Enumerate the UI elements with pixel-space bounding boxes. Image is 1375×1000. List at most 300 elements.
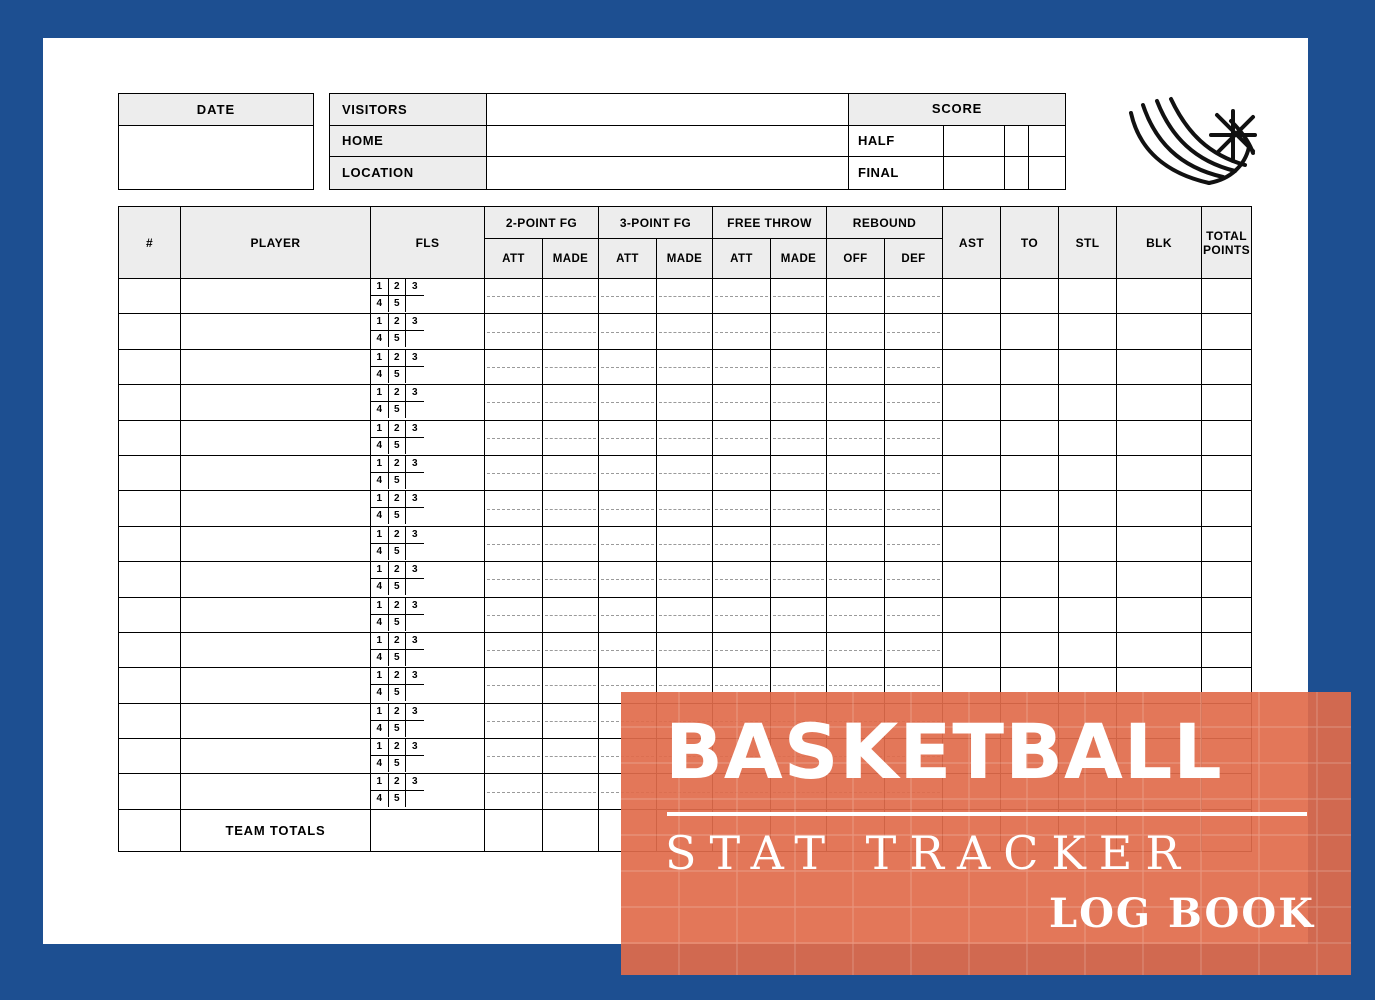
cell-3pt-made[interactable]	[657, 455, 713, 490]
cell-ft-att[interactable]	[713, 349, 771, 384]
foul-marker[interactable]: 4	[371, 579, 389, 595]
cell-3pt-att[interactable]	[599, 279, 657, 314]
cell-to[interactable]	[1001, 385, 1059, 420]
cell-reb-off[interactable]	[827, 455, 885, 490]
foul-blank[interactable]	[424, 527, 485, 544]
cell-fouls[interactable]	[371, 385, 485, 420]
cell-player[interactable]	[181, 774, 371, 809]
foul-blank[interactable]	[424, 704, 485, 721]
foul-marker[interactable]: 4	[371, 791, 389, 807]
cell-reb-def[interactable]	[885, 632, 943, 667]
cell-fouls[interactable]	[371, 632, 485, 667]
cell-2pt-made[interactable]	[543, 385, 599, 420]
cell-number[interactable]	[119, 703, 181, 738]
cell-reb-def[interactable]	[885, 455, 943, 490]
foul-marker[interactable]: 3	[406, 562, 424, 579]
cell-2pt-made[interactable]	[543, 774, 599, 809]
cell-3pt-att[interactable]	[599, 455, 657, 490]
final-visitors-field[interactable]	[944, 157, 1005, 189]
cell-blk[interactable]	[1117, 385, 1202, 420]
foul-blank[interactable]	[424, 438, 485, 454]
cell-stl[interactable]	[1059, 562, 1117, 597]
cell-3pt-made[interactable]	[657, 420, 713, 455]
cell-stl[interactable]	[1059, 597, 1117, 632]
cell-2pt-made[interactable]	[543, 491, 599, 526]
cell-ft-made[interactable]	[771, 455, 827, 490]
cell-2pt-att[interactable]	[485, 562, 543, 597]
foul-marker[interactable]: 2	[389, 421, 407, 438]
cell-reb-def[interactable]	[885, 349, 943, 384]
foul-marker[interactable]: 2	[389, 704, 407, 721]
cell-2pt-att[interactable]	[485, 703, 543, 738]
cell-fouls[interactable]	[371, 562, 485, 597]
cell-player[interactable]	[181, 349, 371, 384]
cell-2pt-made[interactable]	[543, 562, 599, 597]
cell-player[interactable]	[181, 455, 371, 490]
cell-stl[interactable]	[1059, 314, 1117, 349]
cell-number[interactable]	[119, 455, 181, 490]
cell-reb-def[interactable]	[885, 491, 943, 526]
foul-marker[interactable]: 2	[389, 279, 407, 296]
cell-reb-off[interactable]	[827, 632, 885, 667]
cell-ast[interactable]	[943, 279, 1001, 314]
cell-3pt-att[interactable]	[599, 632, 657, 667]
cell-3pt-made[interactable]	[657, 314, 713, 349]
cell-ft-att[interactable]	[713, 491, 771, 526]
cell-2pt-made[interactable]	[543, 668, 599, 703]
cell-2pt-att[interactable]	[485, 279, 543, 314]
foul-blank[interactable]	[424, 385, 485, 402]
cell-total-points[interactable]	[1202, 279, 1252, 314]
foul-marker[interactable]: 5	[389, 473, 407, 489]
cell-player[interactable]	[181, 562, 371, 597]
foul-marker[interactable]: 5	[389, 296, 407, 312]
cell-number[interactable]	[119, 632, 181, 667]
foul-marker-empty[interactable]	[406, 402, 424, 418]
cell-2pt-att[interactable]	[485, 668, 543, 703]
foul-marker[interactable]: 3	[406, 704, 424, 721]
cell-player[interactable]	[181, 314, 371, 349]
foul-marker-empty[interactable]	[406, 685, 424, 701]
cell-ft-att[interactable]	[713, 455, 771, 490]
cell-fouls[interactable]	[371, 774, 485, 809]
cell-2pt-made[interactable]	[543, 526, 599, 561]
cell-stl[interactable]	[1059, 526, 1117, 561]
foul-marker[interactable]: 3	[406, 456, 424, 473]
cell-to[interactable]	[1001, 314, 1059, 349]
foul-blank[interactable]	[424, 615, 485, 631]
foul-marker-empty[interactable]	[406, 579, 424, 595]
cell-3pt-att[interactable]	[599, 491, 657, 526]
cell-ft-made[interactable]	[771, 385, 827, 420]
cell-2pt-made[interactable]	[543, 420, 599, 455]
foul-marker[interactable]: 1	[371, 598, 389, 615]
foul-marker-empty[interactable]	[406, 756, 424, 772]
cell-total-points[interactable]	[1202, 385, 1252, 420]
cell-total-points[interactable]	[1202, 314, 1252, 349]
foul-marker[interactable]: 4	[371, 402, 389, 418]
foul-marker[interactable]: 1	[371, 385, 389, 402]
foul-marker[interactable]: 3	[406, 279, 424, 296]
cell-fouls[interactable]	[371, 279, 485, 314]
cell-reb-def[interactable]	[885, 526, 943, 561]
cell-3pt-made[interactable]	[657, 597, 713, 632]
foul-blank[interactable]	[424, 473, 485, 489]
foul-blank[interactable]	[424, 774, 485, 791]
foul-marker[interactable]: 1	[371, 739, 389, 756]
cell-number[interactable]	[119, 420, 181, 455]
foul-blank[interactable]	[424, 367, 485, 383]
cell-2pt-att[interactable]	[485, 455, 543, 490]
foul-blank[interactable]	[424, 633, 485, 650]
foul-marker-empty[interactable]	[406, 331, 424, 347]
foul-marker[interactable]: 2	[389, 633, 407, 650]
foul-marker[interactable]: 3	[406, 385, 424, 402]
cell-total-points[interactable]	[1202, 420, 1252, 455]
cell-to[interactable]	[1001, 349, 1059, 384]
cell-stl[interactable]	[1059, 279, 1117, 314]
foul-marker[interactable]: 3	[406, 633, 424, 650]
foul-marker[interactable]: 1	[371, 774, 389, 791]
cell-reb-off[interactable]	[827, 562, 885, 597]
cell-2pt-att[interactable]	[485, 420, 543, 455]
foul-marker-empty[interactable]	[406, 473, 424, 489]
foul-blank[interactable]	[424, 739, 485, 756]
foul-marker[interactable]: 1	[371, 456, 389, 473]
cell-fouls[interactable]	[371, 703, 485, 738]
cell-2pt-made[interactable]	[543, 597, 599, 632]
cell-3pt-made[interactable]	[657, 491, 713, 526]
cell-stl[interactable]	[1059, 349, 1117, 384]
cell-reb-def[interactable]	[885, 385, 943, 420]
cell-ast[interactable]	[943, 420, 1001, 455]
cell-ft-att[interactable]	[713, 314, 771, 349]
cell-reb-off[interactable]	[827, 385, 885, 420]
cell-player[interactable]	[181, 420, 371, 455]
cell-total-points[interactable]	[1202, 562, 1252, 597]
foul-marker[interactable]: 1	[371, 704, 389, 721]
cell-reb-off[interactable]	[827, 491, 885, 526]
cell-number[interactable]	[119, 774, 181, 809]
cell-ft-made[interactable]	[771, 562, 827, 597]
cell-ft-made[interactable]	[771, 526, 827, 561]
cell-number[interactable]	[119, 314, 181, 349]
cell-reb-off[interactable]	[827, 279, 885, 314]
cell-ft-made[interactable]	[771, 632, 827, 667]
cell-player[interactable]	[181, 739, 371, 774]
cell-2pt-att[interactable]	[485, 739, 543, 774]
cell-stl[interactable]	[1059, 632, 1117, 667]
foul-marker-empty[interactable]	[406, 508, 424, 524]
foul-blank[interactable]	[424, 350, 485, 367]
cell-number[interactable]	[119, 668, 181, 703]
foul-marker[interactable]: 3	[406, 350, 424, 367]
foul-marker[interactable]: 1	[371, 562, 389, 579]
cell-2pt-made[interactable]	[543, 739, 599, 774]
foul-marker[interactable]: 1	[371, 668, 389, 685]
cell-number[interactable]	[119, 597, 181, 632]
foul-marker[interactable]: 1	[371, 350, 389, 367]
foul-marker[interactable]: 2	[389, 350, 407, 367]
foul-marker[interactable]: 3	[406, 598, 424, 615]
cell-blk[interactable]	[1117, 420, 1202, 455]
cell-player[interactable]	[181, 703, 371, 738]
cell-ft-made[interactable]	[771, 279, 827, 314]
cell-ft-made[interactable]	[771, 420, 827, 455]
cell-number[interactable]	[119, 526, 181, 561]
foul-marker[interactable]: 4	[371, 296, 389, 312]
cell-to[interactable]	[1001, 420, 1059, 455]
foul-marker[interactable]: 5	[389, 331, 407, 347]
cell-stl[interactable]	[1059, 455, 1117, 490]
foul-marker[interactable]: 4	[371, 721, 389, 737]
cell-ft-att[interactable]	[713, 597, 771, 632]
foul-blank[interactable]	[424, 756, 485, 772]
cell-number[interactable]	[119, 279, 181, 314]
foul-marker[interactable]: 2	[389, 739, 407, 756]
foul-marker[interactable]: 5	[389, 756, 407, 772]
cell-2pt-made[interactable]	[543, 455, 599, 490]
cell-fouls[interactable]	[371, 597, 485, 632]
cell-2pt-made[interactable]	[543, 703, 599, 738]
foul-blank[interactable]	[424, 508, 485, 524]
cell-ft-made[interactable]	[771, 491, 827, 526]
totals-2pt-made[interactable]	[543, 809, 599, 851]
foul-marker[interactable]: 2	[389, 562, 407, 579]
cell-number[interactable]	[119, 385, 181, 420]
foul-blank[interactable]	[424, 331, 485, 347]
foul-marker[interactable]: 2	[389, 598, 407, 615]
cell-blk[interactable]	[1117, 632, 1202, 667]
foul-marker[interactable]: 1	[371, 421, 389, 438]
cell-reb-off[interactable]	[827, 349, 885, 384]
foul-marker[interactable]: 3	[406, 668, 424, 685]
cell-fouls[interactable]	[371, 349, 485, 384]
foul-marker[interactable]: 3	[406, 739, 424, 756]
cell-blk[interactable]	[1117, 455, 1202, 490]
foul-marker[interactable]: 1	[371, 314, 389, 331]
cell-total-points[interactable]	[1202, 526, 1252, 561]
date-field[interactable]	[119, 126, 313, 189]
cell-to[interactable]	[1001, 279, 1059, 314]
cell-ft-att[interactable]	[713, 385, 771, 420]
cell-3pt-made[interactable]	[657, 562, 713, 597]
cell-player[interactable]	[181, 526, 371, 561]
foul-marker-empty[interactable]	[406, 438, 424, 454]
cell-ft-made[interactable]	[771, 349, 827, 384]
foul-blank[interactable]	[424, 544, 485, 560]
cell-2pt-att[interactable]	[485, 597, 543, 632]
cell-2pt-att[interactable]	[485, 774, 543, 809]
foul-marker[interactable]: 5	[389, 367, 407, 383]
cell-2pt-made[interactable]	[543, 632, 599, 667]
foul-marker[interactable]: 2	[389, 385, 407, 402]
cell-player[interactable]	[181, 597, 371, 632]
foul-marker[interactable]: 3	[406, 774, 424, 791]
foul-marker[interactable]: 4	[371, 544, 389, 560]
foul-marker-empty[interactable]	[406, 650, 424, 666]
cell-player[interactable]	[181, 632, 371, 667]
cell-total-points[interactable]	[1202, 597, 1252, 632]
foul-marker-empty[interactable]	[406, 544, 424, 560]
foul-marker[interactable]: 1	[371, 279, 389, 296]
foul-marker[interactable]: 4	[371, 438, 389, 454]
cell-reb-def[interactable]	[885, 562, 943, 597]
foul-marker[interactable]: 5	[389, 650, 407, 666]
cell-total-points[interactable]	[1202, 632, 1252, 667]
foul-blank[interactable]	[424, 456, 485, 473]
foul-marker[interactable]: 1	[371, 633, 389, 650]
cell-2pt-att[interactable]	[485, 349, 543, 384]
cell-blk[interactable]	[1117, 597, 1202, 632]
foul-marker[interactable]: 2	[389, 456, 407, 473]
cell-reb-off[interactable]	[827, 420, 885, 455]
foul-blank[interactable]	[424, 721, 485, 737]
foul-marker[interactable]: 4	[371, 331, 389, 347]
totals-fls-cell[interactable]	[371, 809, 485, 851]
foul-marker[interactable]: 2	[389, 774, 407, 791]
cell-number[interactable]	[119, 562, 181, 597]
cell-2pt-att[interactable]	[485, 632, 543, 667]
foul-blank[interactable]	[424, 296, 485, 312]
cell-to[interactable]	[1001, 491, 1059, 526]
cell-reb-def[interactable]	[885, 279, 943, 314]
cell-number[interactable]	[119, 491, 181, 526]
cell-blk[interactable]	[1117, 562, 1202, 597]
cell-2pt-made[interactable]	[543, 349, 599, 384]
foul-marker[interactable]: 5	[389, 438, 407, 454]
cell-stl[interactable]	[1059, 420, 1117, 455]
foul-marker[interactable]: 5	[389, 685, 407, 701]
cell-3pt-att[interactable]	[599, 526, 657, 561]
cell-number[interactable]	[119, 739, 181, 774]
foul-marker-empty[interactable]	[406, 791, 424, 807]
cell-3pt-made[interactable]	[657, 526, 713, 561]
foul-blank[interactable]	[424, 579, 485, 595]
foul-marker[interactable]: 1	[371, 491, 389, 508]
foul-marker[interactable]: 5	[389, 791, 407, 807]
cell-stl[interactable]	[1059, 491, 1117, 526]
cell-3pt-att[interactable]	[599, 597, 657, 632]
cell-total-points[interactable]	[1202, 349, 1252, 384]
cell-reb-def[interactable]	[885, 597, 943, 632]
cell-3pt-att[interactable]	[599, 314, 657, 349]
cell-2pt-made[interactable]	[543, 279, 599, 314]
totals-2pt-att[interactable]	[485, 809, 543, 851]
cell-stl[interactable]	[1059, 385, 1117, 420]
cell-player[interactable]	[181, 279, 371, 314]
cell-3pt-made[interactable]	[657, 349, 713, 384]
cell-ft-att[interactable]	[713, 526, 771, 561]
foul-marker[interactable]: 4	[371, 508, 389, 524]
foul-blank[interactable]	[424, 650, 485, 666]
cell-ft-made[interactable]	[771, 314, 827, 349]
cell-3pt-made[interactable]	[657, 279, 713, 314]
cell-number[interactable]	[119, 349, 181, 384]
cell-player[interactable]	[181, 668, 371, 703]
cell-reb-def[interactable]	[885, 314, 943, 349]
foul-marker[interactable]: 3	[406, 314, 424, 331]
cell-3pt-att[interactable]	[599, 385, 657, 420]
foul-marker[interactable]: 2	[389, 668, 407, 685]
foul-marker[interactable]: 5	[389, 579, 407, 595]
cell-fouls[interactable]	[371, 314, 485, 349]
foul-marker[interactable]: 4	[371, 615, 389, 631]
cell-3pt-att[interactable]	[599, 562, 657, 597]
foul-marker[interactable]: 4	[371, 650, 389, 666]
cell-to[interactable]	[1001, 526, 1059, 561]
foul-marker[interactable]: 3	[406, 421, 424, 438]
cell-player[interactable]	[181, 491, 371, 526]
cell-ast[interactable]	[943, 632, 1001, 667]
foul-marker[interactable]: 5	[389, 615, 407, 631]
cell-ast[interactable]	[943, 349, 1001, 384]
cell-ft-made[interactable]	[771, 597, 827, 632]
foul-blank[interactable]	[424, 421, 485, 438]
foul-marker[interactable]: 4	[371, 367, 389, 383]
cell-ast[interactable]	[943, 597, 1001, 632]
cell-blk[interactable]	[1117, 491, 1202, 526]
foul-blank[interactable]	[424, 314, 485, 331]
cell-total-points[interactable]	[1202, 455, 1252, 490]
cell-total-points[interactable]	[1202, 491, 1252, 526]
half-home-field[interactable]	[1005, 126, 1065, 157]
cell-to[interactable]	[1001, 597, 1059, 632]
foul-marker[interactable]: 2	[389, 527, 407, 544]
cell-to[interactable]	[1001, 632, 1059, 667]
cell-blk[interactable]	[1117, 314, 1202, 349]
cell-3pt-att[interactable]	[599, 420, 657, 455]
cell-3pt-made[interactable]	[657, 632, 713, 667]
cell-2pt-made[interactable]	[543, 314, 599, 349]
cell-fouls[interactable]	[371, 668, 485, 703]
cell-blk[interactable]	[1117, 279, 1202, 314]
cell-fouls[interactable]	[371, 420, 485, 455]
cell-3pt-made[interactable]	[657, 385, 713, 420]
cell-fouls[interactable]	[371, 526, 485, 561]
cell-reb-off[interactable]	[827, 526, 885, 561]
foul-blank[interactable]	[424, 685, 485, 701]
foul-marker-empty[interactable]	[406, 721, 424, 737]
cell-to[interactable]	[1001, 455, 1059, 490]
foul-marker[interactable]: 2	[389, 314, 407, 331]
cell-to[interactable]	[1001, 562, 1059, 597]
foul-blank[interactable]	[424, 668, 485, 685]
cell-player[interactable]	[181, 385, 371, 420]
cell-blk[interactable]	[1117, 349, 1202, 384]
cell-fouls[interactable]	[371, 455, 485, 490]
cell-ft-att[interactable]	[713, 279, 771, 314]
cell-blk[interactable]	[1117, 526, 1202, 561]
foul-marker[interactable]: 5	[389, 544, 407, 560]
foul-marker[interactable]: 5	[389, 721, 407, 737]
foul-marker-empty[interactable]	[406, 296, 424, 312]
foul-marker[interactable]: 5	[389, 508, 407, 524]
foul-marker[interactable]: 4	[371, 473, 389, 489]
final-home-field[interactable]	[1005, 157, 1065, 189]
cell-ast[interactable]	[943, 314, 1001, 349]
cell-ast[interactable]	[943, 455, 1001, 490]
foul-marker[interactable]: 3	[406, 527, 424, 544]
foul-blank[interactable]	[424, 491, 485, 508]
cell-ast[interactable]	[943, 526, 1001, 561]
cell-2pt-att[interactable]	[485, 314, 543, 349]
half-visitors-field[interactable]	[944, 126, 1005, 157]
foul-blank[interactable]	[424, 402, 485, 418]
cell-fouls[interactable]	[371, 739, 485, 774]
foul-marker[interactable]: 2	[389, 491, 407, 508]
foul-marker-empty[interactable]	[406, 367, 424, 383]
